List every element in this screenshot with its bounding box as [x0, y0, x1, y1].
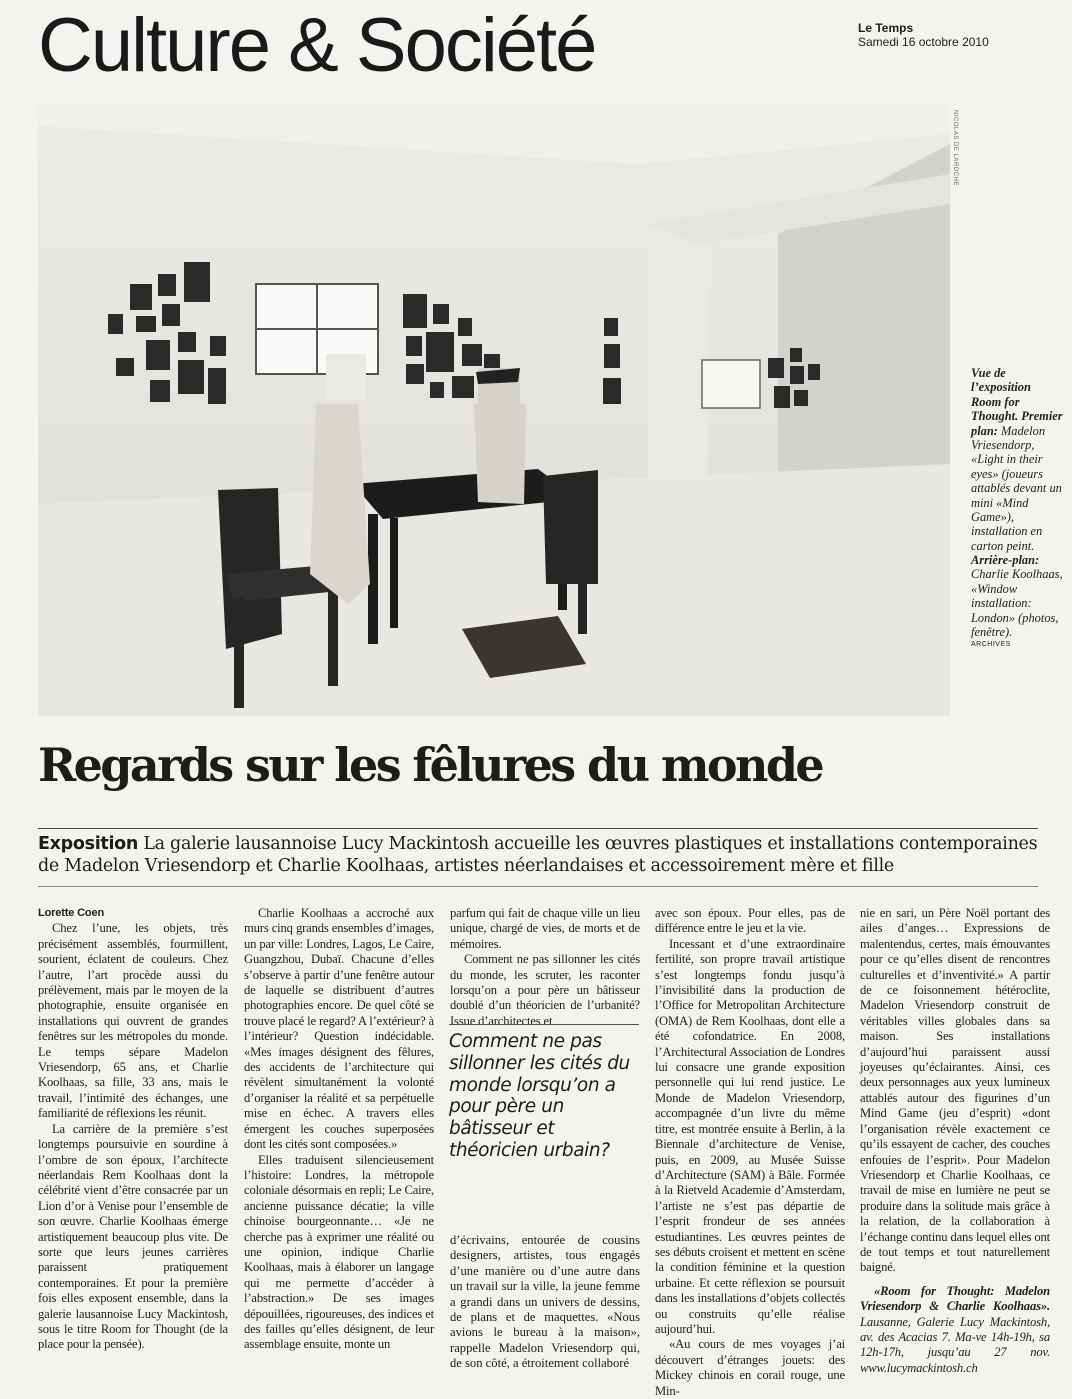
column-3 [450, 906, 640, 1029]
gallery-scene-illustration [38, 104, 950, 716]
paragraph: Incessant et d’une extraordinaire fertilité, son propre travail artistique s’est longtemps fondu jusqu’à l’invisibilité dans la production de l’Office for Metropolitan Architecture (OMA) de Rem Koolhaas, dont elle a été cofondatrice. En 2008, l’Architectural Association de Londres lui consacre une grande exposition personnelle qui lui rend justice. Le Monde de Madelon Vriesendorp, accompagnée d’un livre du même titre, est montrée ensuite à Berlin, à la Biennale d’architecture de Venise, puis, en 2009, au Musée Suisse d’Architecture (SAM) à Bâle. Formée à la Rietveld Academie d’Amsterdam, l’artiste ne s’est pas départie de l’esprit frondeur de ses années estudiantines. Les œuvres peintes de ses débuts croisent et mettent en scène la condition féminine et la question urbaine. Et cette réflexion se poursuit dans les installations d’objets collectés ou construits qu’elle réalise aujourd’hui. [655, 936, 845, 1336]
caption-label-background: Arrière-plan: [971, 553, 1040, 568]
column-1 [38, 906, 228, 1353]
byline: Lorette Coen [38, 907, 105, 919]
caption-intro: Vue de l’exposition Room for Thought. [971, 366, 1031, 424]
column-3-continued [450, 1233, 640, 1372]
masthead [858, 22, 989, 50]
caption-foreground: Madelon Vriesendorp, «Light in their eyes» (joueurs attablés devant un mini «Mind Game»), installation en carton peint. [971, 423, 1062, 553]
photo-caption [971, 366, 1063, 650]
paragraph: La carrière de la première s’est longtemps poursuivie en sourdine à l’ombre de son époux, l’architecte néerlandais Rem Koolhaas dont la célébrité vient d’être consacrée par un Lion d’or à Venise pour l’ensemble de son œuvre. Charlie Koolhaas émerge artistiquement beaucoup plus vite. De sorte que leurs jeunes carrières paraissent pratiquement contemporaines. Et pour la première fois elles exposent ensemble, dans la galerie lausannoise Lucy Mackintosh, sous le titre Room for Thought (de la place pour la pensée). [38, 1121, 228, 1352]
exhibition-info-details: Lausanne, Galerie Lucy Mackintosh, av. des Acacias 7. Ma-ve 14h-19h, sa 12h-17h, jusqu’au 27 nov. www.lucymackintosh.ch [860, 1314, 1050, 1375]
lede-kicker: Exposition [38, 834, 139, 854]
column-2 [244, 906, 434, 1353]
paragraph: avec son époux. Pour elles, pas de différence entre le jeu et la vie. [655, 906, 845, 936]
paragraph: parfum qui fait de chaque ville un lieu unique, chargé de vies, de morts et de mémoires. [450, 906, 640, 951]
exhibition-info-title: «Room for Thought: Madelon Vriesendorp & Charlie Koolhaas». [860, 1283, 1050, 1314]
caption-source: ARCHIVES [971, 641, 1011, 649]
paragraph: nie en sari, un Père Noël portant des ailes d’anges… Expressions de malentendus, certes, mais émouvantes pour ce qu’elles disent de rencontres culturelles et d’inventivité.» A partir de ce foisonnement hétéroclite, Madelon Vriesendorp construit de véritables villes globales dans sa maison. Ses installations d’aujourd’hui paraissent aussi joyeuses qu’éclairantes. Ainsi, ces deux personnages aux yeux lumineux attablés autour des figurines d’un Mind Game (jeu d’esprit) «dont l’organisation révèle exactement ce qu’ils essayent de cacher, des couches enfouies de l’esprit». Pour Madelon Vriesendorp et Charlie Koolhaas, ce travail de mise en lumière ne peut se produire dans la solitude mais grâce à la relation, de la collaboration à l’échange continu dans lequel elles ont de tout temps et tout naturellement baigné. [860, 906, 1050, 1275]
caption-label-foreground: Premier plan: [971, 409, 1063, 438]
pull-quote: Comment ne pas sillonner les cités du monde lorsqu’on a pour père un bâtisseur et théoricien urbain? [449, 1024, 639, 1162]
publication-date: Samedi 16 octobre 2010 [858, 34, 989, 49]
headline: Regards sur les fêlures du monde [38, 738, 823, 792]
paragraph: Charlie Koolhaas a accroché aux murs cinq grands ensembles d’images, un par ville: Londres, Lagos, Le Caire, Guangzhou, Dubaï. Chacune d’elles s’observe à partir d’une fenêtre autour de laquelle se distribuent d’autres photographies encore. De quel côté se trouve placé le regard? A l’extérieur? à l’intérieur? Question indécidable. «Mes images désignent des fêlures, des accidents de l’architecture qui révèlent simultanément la volonté d’organiser la réalité et sa perpétuelle mise en échec. A travers elles émergent les couches superposées dont les cités sont composées.» [244, 906, 434, 1152]
exhibition-info [860, 1284, 1050, 1376]
paragraph: d’écrivains, entourée de cousins designers, artistes, tous engagés d’une manière ou d’une autre dans un travail sur la ville, la jeune femme a grandi dans un univers de dessins, de plans et de maquettes. «Nous avions le bureau à la maison», rappelle Madelon Vriesendorp qui, de son côté, a étroitement collaboré [450, 1233, 640, 1371]
paragraph: Elles traduisent silencieusement l’histoire: Londres, la métropole coloniale désormais en repli; Le Caire, ancienne puissance décatie; la ville chinoise bourgeonnante… «Je ne cherche pas à exprimer une réalité ou une opinion, indique Charlie Koolhaas, mais à élaborer un langage qui me permette d’accéder à l’abstraction.» De ses images dépouillées, rigoureuses, des indices et des failles qu’elles désignent, de leur assemblage ensuite, monte un [244, 1152, 434, 1352]
caption-background: Charlie Koolhaas, «Window installation: London» (photos, fenêtre). [971, 567, 1063, 640]
lede-bottom-rule [38, 886, 1038, 887]
section-title: Culture & Société [38, 3, 596, 88]
exhibition-photo [38, 104, 950, 716]
column-5 [860, 906, 1050, 1376]
photo-credit: NICOLAS DE LAROCHE [952, 110, 958, 187]
paragraph: «Au cours de mes voyages j’ai découvert d’étranges jouets: des Mickey chinois en corail rouge, une Min- [655, 1337, 845, 1398]
paragraph: Comment ne pas sillonner les cités du monde, les scruter, les raconter lorsqu’on a pour père un bâtisseur doublé d’un théoricien de l’urbanité? Issue d’architectes et [450, 952, 640, 1028]
lede [38, 834, 1048, 877]
newspaper-name: Le Temps [858, 21, 914, 35]
paragraph: Chez l’une, les objets, très précisément assemblés, fourmillent, sourient, éclatent de couleurs. Chez l’autre, l’art procède aussi du prélèvement, mais par le moyen de la photographie, ensuite organisée en installations qui ouvrent de grandes fenêtres sur les métropoles du monde. Le temps sépare Madelon Vriesendorp, 65 ans, et Charlie Koolhaas, sa fille, 33 ans, mais le travail, l’intimité des échanges, une familiarité de réflexions les réunit. [38, 921, 228, 1121]
lede-top-rule [38, 828, 1038, 829]
lede-text: La galerie lausannoise Lucy Mackintosh accueille les œuvres plastiques et installations contemporaines de Madelon Vriesendorp et Charlie Koolhaas, artistes néerlandaises et accessoirement mère et fille [38, 834, 1038, 876]
column-4 [655, 906, 845, 1399]
